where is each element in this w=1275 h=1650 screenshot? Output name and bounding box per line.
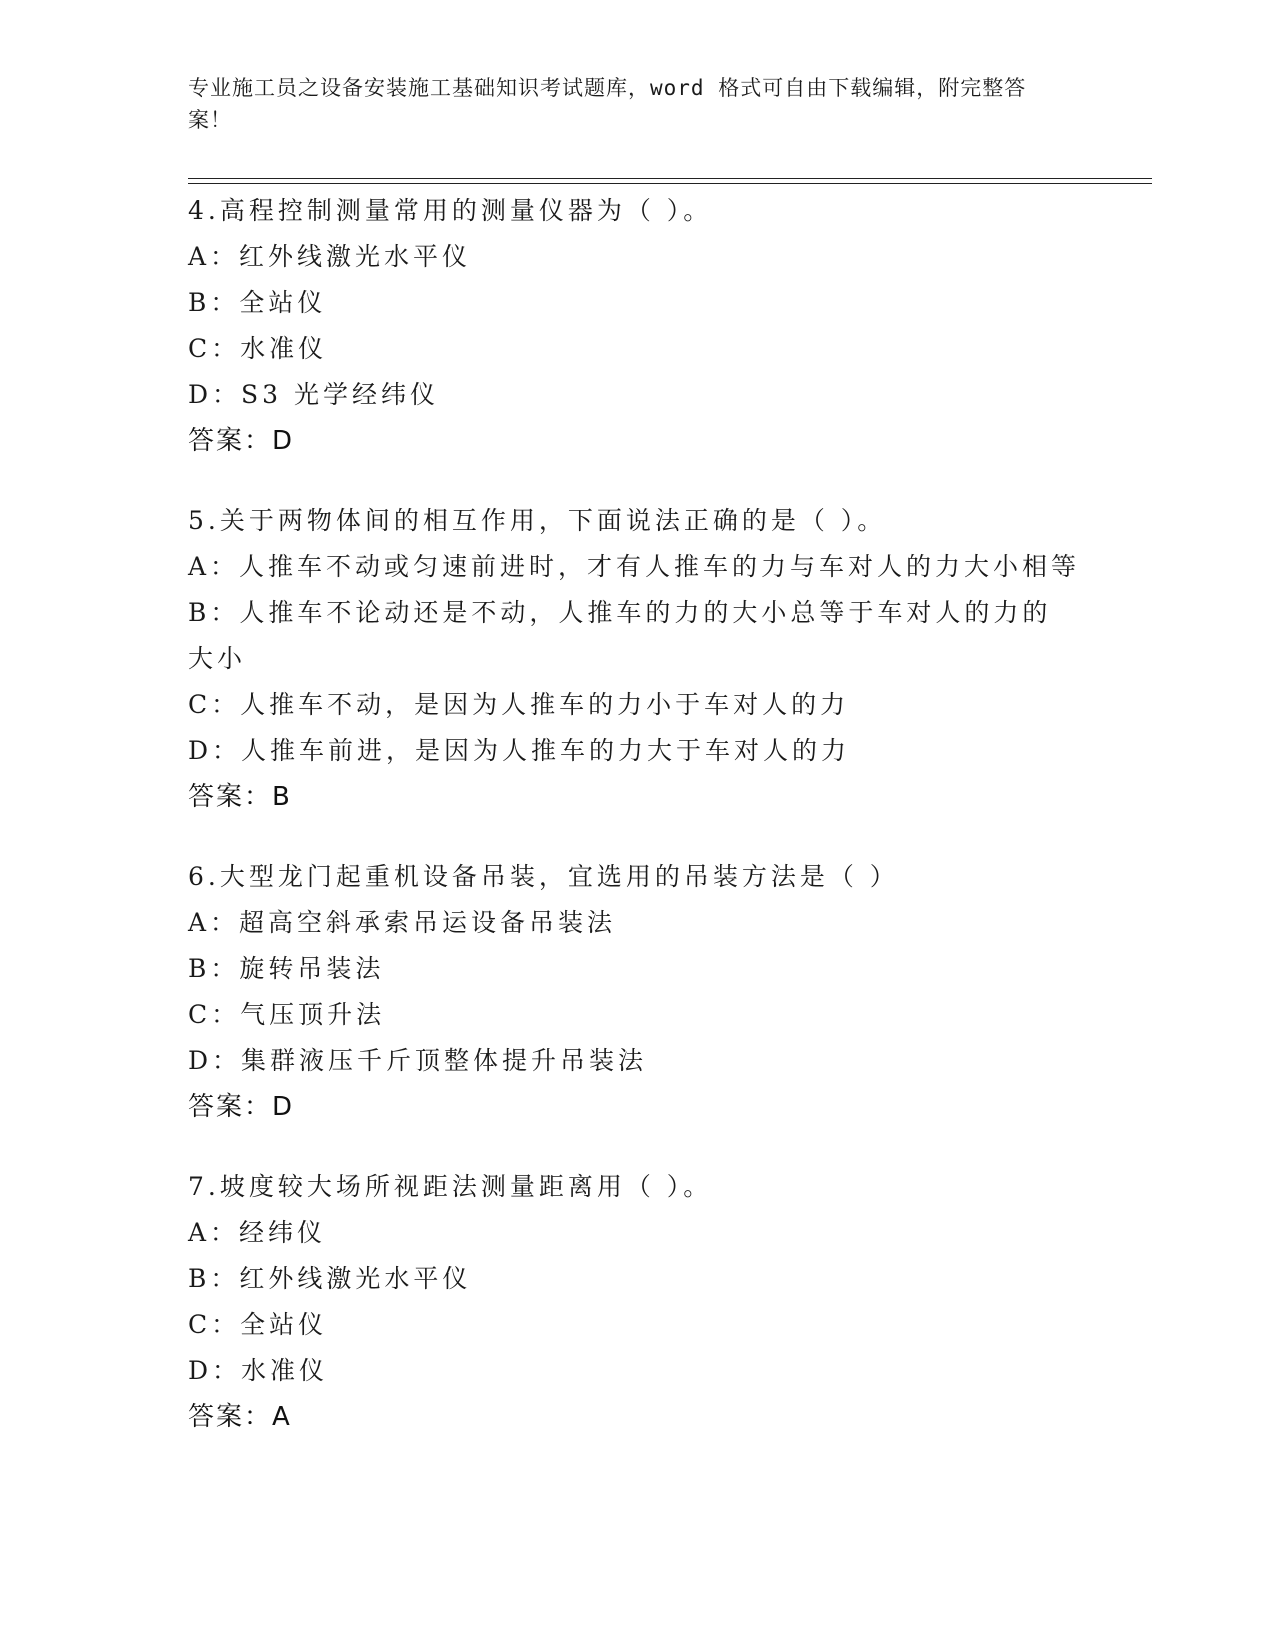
question-6	[188, 854, 1088, 1130]
answer: 答案：B	[188, 782, 292, 812]
question-4	[188, 188, 1088, 464]
option-a: A：超高空斜承索吊运设备吊装法	[188, 908, 617, 937]
document-header: 专业施工员之设备安装施工基础知识考试题库，word 格式可自由下载编辑，附完整答案！	[188, 76, 1027, 132]
option-c: C：人推车不动，是因为人推车的力小于车对人的力	[188, 690, 850, 719]
question-5	[188, 498, 1088, 820]
header-divider-bottom	[188, 183, 1152, 184]
question-7	[188, 1164, 1088, 1440]
option-c: C：水准仪	[188, 334, 328, 363]
header-divider-top	[188, 178, 1152, 179]
option-c: C：全站仪	[188, 1310, 328, 1339]
option-c: C：气压顶升法	[188, 1000, 386, 1029]
question-stem: 4.高程控制测量常用的测量仪器为（ ）。	[188, 196, 713, 225]
option-a: A：红外线激光水平仪	[188, 242, 472, 271]
option-b: B：人推车不论动还是不动，人推车的力的大小总等于车对人的力的大小	[188, 598, 1052, 673]
option-d: D：S3 光学经纬仪	[188, 380, 440, 409]
option-a: A：人推车不动或匀速前进时，才有人推车的力与车对人的力大小相等	[188, 552, 1081, 581]
option-b: B：红外线激光水平仪	[188, 1264, 472, 1293]
question-stem: 6.大型龙门起重机设备吊装，宜选用的吊装方法是（ ）	[188, 862, 899, 891]
question-stem: 5.关于两物体间的相互作用，下面说法正确的是（ ）。	[188, 506, 887, 535]
option-a: A：经纬仪	[188, 1218, 327, 1247]
option-d: D：人推车前进，是因为人推车的力大于车对人的力	[188, 736, 851, 765]
answer: 答案：A	[188, 1402, 292, 1432]
question-list	[188, 188, 1088, 1474]
option-d: D：集群液压千斤顶整体提升吊装法	[188, 1046, 648, 1075]
answer: 答案：D	[188, 426, 295, 456]
option-d: D：水准仪	[188, 1356, 329, 1385]
question-stem: 7.坡度较大场所视距法测量距离用（ ）。	[188, 1172, 713, 1201]
option-b: B：旋转吊装法	[188, 954, 385, 983]
option-b: B：全站仪	[188, 288, 327, 317]
answer: 答案：D	[188, 1092, 295, 1122]
